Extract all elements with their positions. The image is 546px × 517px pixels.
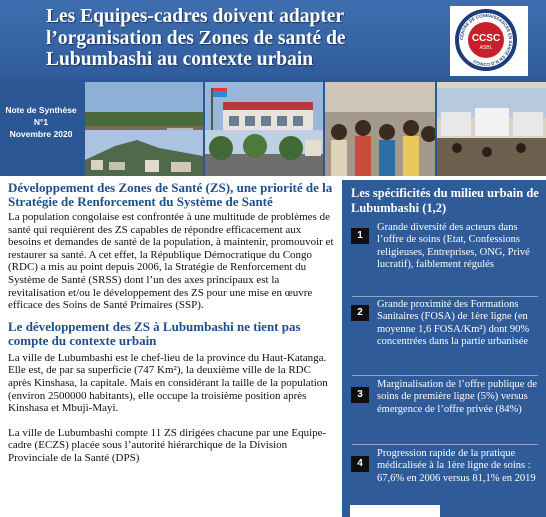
section2-body-2: La ville de Lubumbashi compte 11 ZS dirigées chacune par une Equipe-cadre (ECZS) placée sous l’autorité hiérarchique de la Division Provinciale de la Santé (DPS) [8, 426, 327, 464]
item-number: 3 [351, 387, 369, 403]
logo-ring [455, 9, 517, 71]
section1-heading: Développement des Zones de Santé (ZS), une priorité de la Stratégie de Renforcement du Système de Santé [8, 180, 333, 209]
divider [352, 375, 538, 376]
title-line-2: l’organisation des Zones de santé de [46, 27, 346, 49]
sidebar-heading: Les spécificités du milieu urbain de Lubumbashi (1,2) [351, 186, 539, 215]
logo-subtext: ASBL [479, 45, 493, 51]
main-column [8, 181, 336, 465]
photo-market-canopies [437, 82, 546, 176]
item-number: 4 [351, 456, 369, 472]
ccsc-logo [450, 6, 528, 76]
divider [352, 296, 538, 297]
document-title [46, 6, 441, 71]
note-type: Note de Synthèse [5, 105, 77, 115]
item-number: 2 [351, 305, 369, 321]
note-date: Novembre 2020 [9, 129, 73, 139]
section1-body: La population congolaise est confrontée à une multitude de problèmes de santé qui requièrent des ZS capables de répondre efficacement aux besoins et demandes de santé de la population, à maintenir, promouvoir et restaurer sa santé. A cet effet, la République Démocratique du Congo (RDC) a mis au point depuis 2006, la Stratégie de Renforcement du Système de Santé (SRSS) dont l’un des axes principaux est la revitalisation et/ou le développement des ZS pour une mise en œuvre efficace des Soins de Santé Primaires (SSP). [8, 211, 334, 312]
photo-city-hill [85, 130, 203, 176]
item-text: Progression rapide de la pratique médicalisée à la 1ère ligne de soins : 67,6% en 2006 versus 81,1% en 2019 [377, 448, 536, 484]
note-label [0, 104, 82, 148]
title-line-1: Les Equipes-cadres doivent adapter [46, 6, 345, 27]
cut-off-box [350, 505, 440, 517]
item-text: Grande diversité des acteurs dans l’offre de soins (Etat, Confessions religieuses, Entreprises, ONG, Privé lucratif), faiblement régulés [377, 222, 530, 270]
logo-ring-lettering-icon [456, 10, 516, 70]
item-text: Grande proximité des Formations Sanitaires (FOSA) de 1ère ligne (en moyenne 1,6 FOSA/Km²) dont 90% concentrées dans la partie urbanisée [377, 299, 530, 347]
header-banner [0, 0, 546, 78]
photo-avenue-trees [205, 130, 323, 176]
section2-heading: Le développement des ZS à Lubumbashi ne tient pas compte du contexte urbain [8, 318, 301, 348]
svg-text:CENTRE DE CONNAISSANCES EN SAN: CENTRE DE CONNAISSANCES EN SANTÉ EN R.D.CONGO [458, 12, 514, 68]
photo-crowd [325, 82, 435, 176]
note-number: N°1 [33, 117, 49, 127]
item-number: 1 [351, 228, 369, 244]
item-text: Marginalisation de l’offre publique de soins de première ligne (5%) versus émergence de l’offre privée (84%) [377, 379, 537, 415]
logo-text: CCSC [471, 33, 501, 44]
section2-body-1: La ville de Lubumbashi est le chef-lieu de la province du Haut-Katanga. Elle est, de par sa superficie (747 Km²), la deuxième ville de la RDC après Kinshasa, la capitale. Mais en considérant la taille de la population (environ 2500000 habitants), elle occupe la troisième position après Kinshasa et Mbuji-Mayi. [8, 351, 328, 415]
divider [352, 444, 538, 445]
title-line-3: Lubumbashi au contexte urbain [46, 49, 314, 70]
sidebar-panel [342, 180, 546, 517]
